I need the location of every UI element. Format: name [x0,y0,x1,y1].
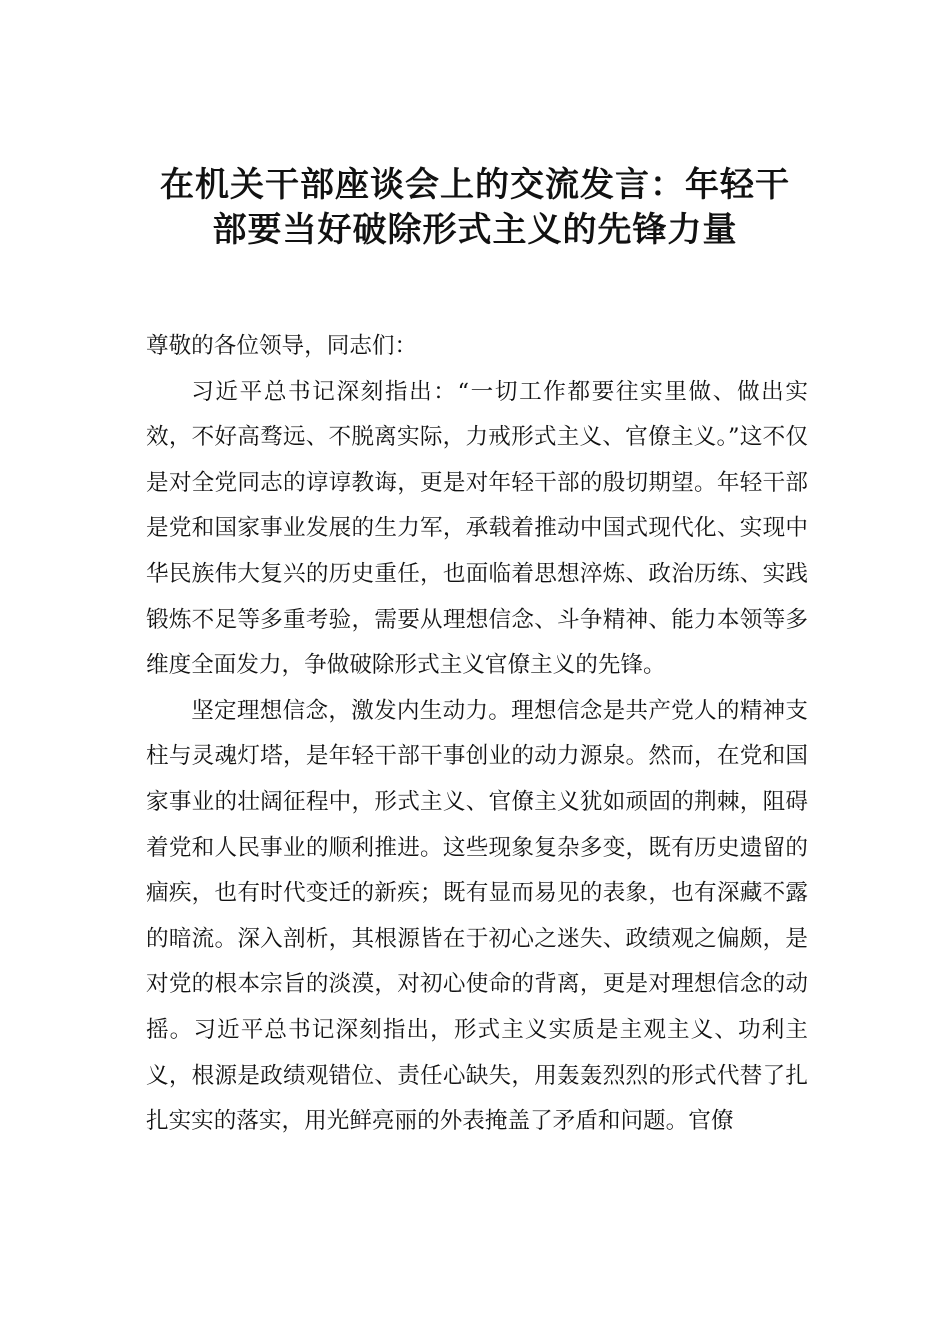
document-title-line-1: 在机关干部座谈会上的交流发言：年轻干 [160,165,790,205]
document-title-line-2: 部要当好破除形式主义的先锋力量 [212,210,738,250]
paragraph-2: 坚定理想信念，激发内生动力。理想信念是共产党人的精神支柱与灵魂灯塔，是年轻干部干事创业的动力源泉。然而，在党和国家事业的壮阔征程中，形式主义、官僚主义犹如顽固的荆棘，阻碍着党和人民事业的顺利推进。这些现象复杂多变，既有历史遗留的痼疾，也有时代变迁的新疾；既有显而易见的表象，也有深藏不露的暗流。深入剖析，其根源皆在于初心之迷失、政绩观之偏颇，是对党的根本宗旨的淡漠，对初心使命的背离，更是对理想信念的动摇。习近平总书记深刻指出，形式主义实质是主观主义、功利主义，根源是政绩观错位、责任心缺失，用轰轰烈烈的形式代替了扎扎实实的落实，用光鲜亮丽的外表掩盖了矛盾和问题。官僚 [146,697,808,1135]
salutation: 尊敬的各位领导，同志们： [146,333,418,359]
paragraph-1: 习近平总书记深刻指出：“一切工作都要往实里做、做出实效，不好高骛远、不脱离实际，力戒形式主义、官僚主义。”这不仅是对全党同志的谆谆教诲，更是对年轻干部的殷切期望。年轻干部是党和国家事业发展的生力军，承载着推动中国式现代化、实现中华民族伟大复兴的历史重任，也面临着思想淬炼、政治历练、实践锻炼不足等多重考验，需要从理想信念、斗争精神、能力本领等多维度全面发力，争做破除形式主义官僚主义的先锋。 [146,378,808,679]
document-body [146,324,808,1145]
